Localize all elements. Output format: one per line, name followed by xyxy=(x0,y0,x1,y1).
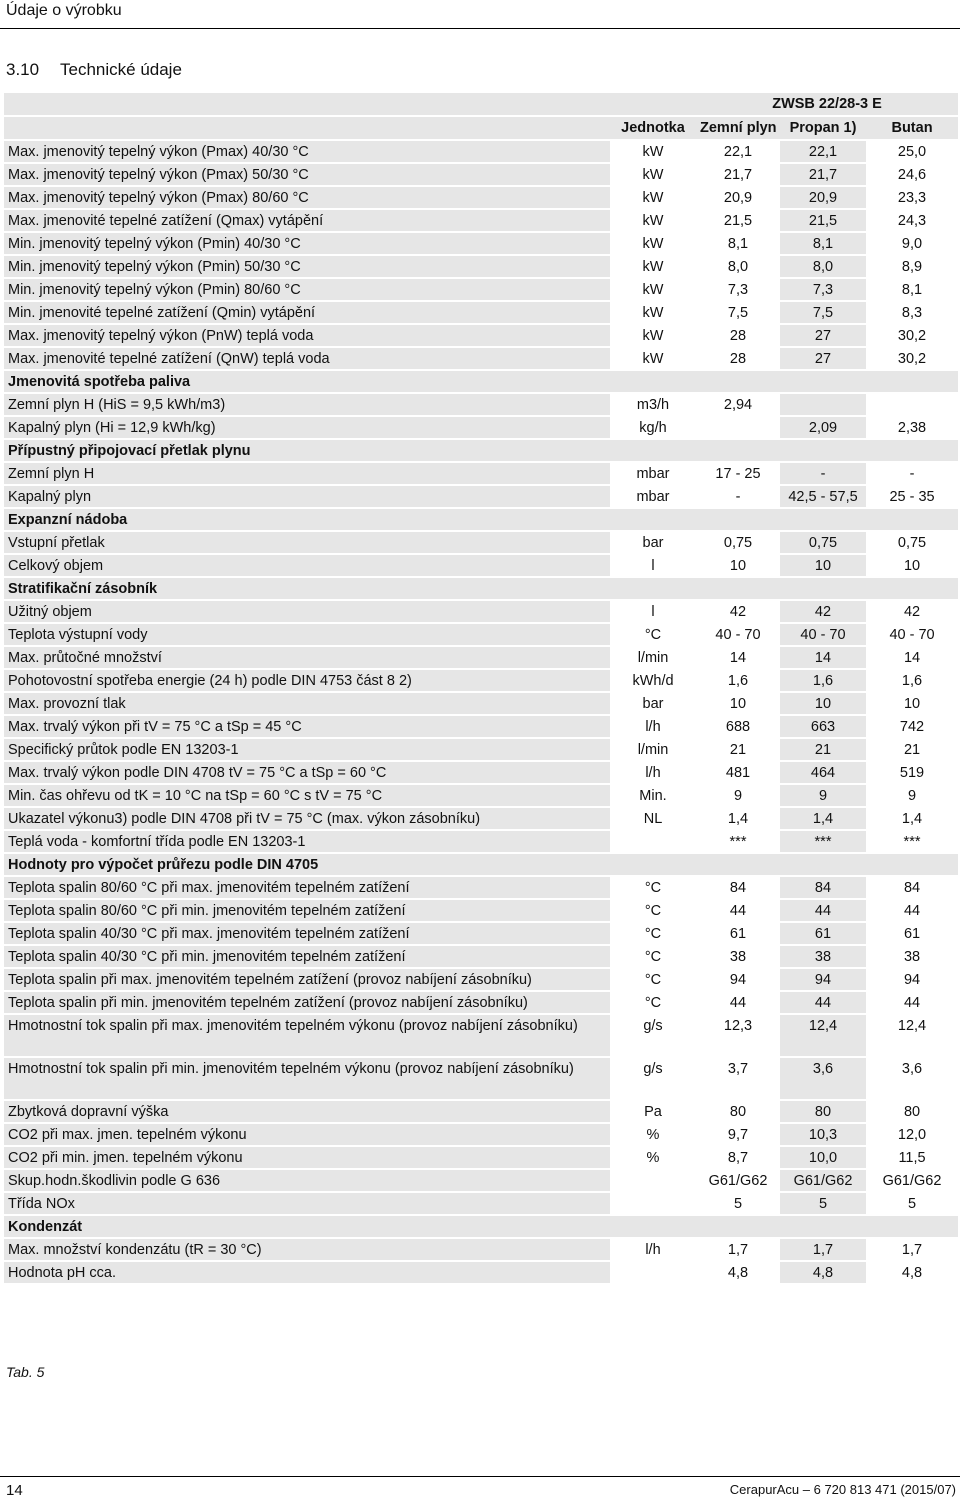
value-propane: 61 xyxy=(780,923,866,944)
value-natural-gas: 481 xyxy=(725,764,751,781)
row-unit: kW xyxy=(642,235,664,252)
table-row xyxy=(4,923,958,944)
value-natural-gas: 688 xyxy=(725,718,751,735)
value-natural-gas: 10 xyxy=(729,695,747,712)
row-label: Teplota spalin při min. jmenovitém tepelném zatížení (provoz nabíjení zásobníku) xyxy=(4,992,610,1013)
table-section-row xyxy=(4,371,958,392)
table-row xyxy=(4,900,958,921)
value-natural-gas: 40 - 70 xyxy=(715,626,761,643)
value-natural-gas: 8,1 xyxy=(727,235,749,252)
section-label: Stratifikační zásobník xyxy=(4,578,958,599)
value-propane: 21,7 xyxy=(780,164,866,185)
value-natural-gas: *** xyxy=(729,833,747,850)
row-label: Min. jmenovitý tepelný výkon (Pmin) 50/30 °C xyxy=(4,256,610,277)
table-row xyxy=(4,348,958,369)
row-label: Max. jmenovitý tepelný výkon (PnW) teplá voda xyxy=(4,325,610,346)
header-divider xyxy=(0,28,960,29)
value-natural-gas: 28 xyxy=(729,327,747,344)
section-label: Přípustný připojovací přetlak plynu xyxy=(4,440,958,461)
column-unit: Jednotka xyxy=(610,117,696,139)
column-propane: Propan 1) xyxy=(780,117,866,139)
row-label: Max. provozní tlak xyxy=(4,693,610,714)
table-row xyxy=(4,1147,958,1168)
row-label: Hmotnostní tok spalin při max. jmenovitém tepelném výkonu (provoz nabíjení zásobníku) xyxy=(4,1015,610,1056)
value-butane: 0,75 xyxy=(897,534,927,551)
row-unit xyxy=(610,831,696,852)
value-propane: 7,3 xyxy=(780,279,866,300)
value-propane: 1,4 xyxy=(780,808,866,829)
model-name: ZWSB 22/28-3 E xyxy=(696,93,958,115)
value-natural-gas: 42 xyxy=(729,603,747,620)
row-label: Zemní plyn H xyxy=(4,463,610,484)
row-label: Max. trvalý výkon při tV = 75 °C a tSp = 45 °C xyxy=(4,716,610,737)
value-butane xyxy=(866,394,958,415)
table-row xyxy=(4,808,958,829)
value-butane: 25 - 35 xyxy=(889,488,935,505)
table-row xyxy=(4,486,958,507)
table-row xyxy=(4,831,958,852)
section-label: Jmenovitá spotřeba paliva xyxy=(4,371,958,392)
value-propane: - xyxy=(780,463,866,484)
value-natural-gas: 21,5 xyxy=(723,212,753,229)
value-natural-gas: 4,8 xyxy=(727,1264,749,1281)
row-unit: °C xyxy=(644,925,662,942)
table-row xyxy=(4,969,958,990)
value-butane: 9,0 xyxy=(901,235,923,252)
row-unit: m3/h xyxy=(636,396,670,413)
value-propane: 0,75 xyxy=(780,532,866,553)
value-propane: 94 xyxy=(780,969,866,990)
value-natural-gas: 17 - 25 xyxy=(715,465,761,482)
value-propane: 2,09 xyxy=(780,417,866,438)
section-label: Kondenzát xyxy=(4,1216,958,1237)
value-butane: 24,3 xyxy=(897,212,927,229)
row-label: Užitný objem xyxy=(4,601,610,622)
value-propane: 12,4 xyxy=(780,1015,866,1056)
row-label: Hodnota pH cca. xyxy=(4,1262,610,1283)
row-label: Zbytková dopravní výška xyxy=(4,1101,610,1122)
value-butane: 1,4 xyxy=(901,810,923,827)
table-row xyxy=(4,739,958,760)
value-propane: 10,3 xyxy=(780,1124,866,1145)
column-natural-gas: Zemní plyn xyxy=(696,117,780,139)
table-row xyxy=(4,164,958,185)
table-row xyxy=(4,141,958,162)
table-header-columns-row xyxy=(4,117,958,139)
value-butane: 8,3 xyxy=(901,304,923,321)
value-butane: 1,7 xyxy=(901,1241,923,1258)
value-natural-gas: 10 xyxy=(729,557,747,574)
value-propane: 663 xyxy=(780,716,866,737)
table-row xyxy=(4,1262,958,1283)
value-propane: 42,5 - 57,5 xyxy=(780,486,866,507)
value-propane: G61/G62 xyxy=(780,1170,866,1191)
row-label: CO2 při min. jmen. tepelném výkonu xyxy=(4,1147,610,1168)
value-butane: 24,6 xyxy=(897,166,927,183)
column-butane: Butan xyxy=(866,117,958,139)
value-natural-gas: 44 xyxy=(729,994,747,1011)
value-butane: 23,3 xyxy=(897,189,927,206)
row-unit xyxy=(610,1170,696,1191)
table-row xyxy=(4,325,958,346)
table-row xyxy=(4,785,958,806)
row-unit: l/h xyxy=(645,1241,661,1258)
row-unit: kW xyxy=(642,281,664,298)
row-label: Vstupní přetlak xyxy=(4,532,610,553)
value-natural-gas: 7,5 xyxy=(727,304,749,321)
row-unit: kW xyxy=(642,304,664,321)
row-unit: mbar xyxy=(636,465,670,482)
table-section-row xyxy=(4,1216,958,1237)
row-label: Teplota spalin 40/30 °C při min. jmenovitém tepelném zatížení xyxy=(4,946,610,967)
value-natural-gas: G61/G62 xyxy=(708,1172,768,1189)
row-unit xyxy=(610,1193,696,1214)
row-unit: kWh/d xyxy=(632,672,674,689)
value-butane: 84 xyxy=(903,879,921,896)
row-unit: bar xyxy=(642,534,664,551)
value-natural-gas: 21 xyxy=(729,741,747,758)
row-label: Max. jmenovitý tepelný výkon (Pmax) 40/30 °C xyxy=(4,141,610,162)
value-natural-gas: 44 xyxy=(729,902,747,919)
value-propane: 44 xyxy=(780,900,866,921)
row-label: Třída NOx xyxy=(4,1193,610,1214)
table-row xyxy=(4,233,958,254)
table-row xyxy=(4,992,958,1013)
value-natural-gas: 12,3 xyxy=(723,1018,753,1034)
table-section-row xyxy=(4,854,958,875)
row-unit xyxy=(610,1262,696,1283)
table-row xyxy=(4,417,958,438)
row-label: Min. jmenovitý tepelný výkon (Pmin) 40/30 °C xyxy=(4,233,610,254)
value-propane: 20,9 xyxy=(780,187,866,208)
table-row xyxy=(4,279,958,300)
table-row xyxy=(4,210,958,231)
row-unit: kW xyxy=(642,327,664,344)
value-butane: 4,8 xyxy=(901,1264,923,1281)
row-unit: kW xyxy=(642,212,664,229)
row-unit: l xyxy=(651,603,655,620)
table-header-model-row xyxy=(4,93,958,115)
row-unit: Min. xyxy=(639,787,667,804)
value-natural-gas: 22,1 xyxy=(723,143,753,160)
table-section-row xyxy=(4,578,958,599)
table-row xyxy=(4,1193,958,1214)
value-propane: 8,1 xyxy=(780,233,866,254)
header-empty-label xyxy=(4,117,610,139)
row-label: Skup.hodn.škodlivin podle G 636 xyxy=(4,1170,610,1191)
value-propane: 42 xyxy=(780,601,866,622)
row-unit: % xyxy=(646,1126,660,1143)
value-butane: 5 xyxy=(907,1195,917,1212)
section-heading: Technické údaje xyxy=(60,60,182,79)
value-butane: 10 xyxy=(903,695,921,712)
value-natural-gas: - xyxy=(735,488,741,505)
value-butane: 11,5 xyxy=(898,1149,926,1166)
section-number: 3.10 xyxy=(6,60,40,79)
value-butane: 44 xyxy=(903,994,921,1011)
footer-divider xyxy=(0,1476,960,1477)
value-butane: 742 xyxy=(899,718,925,735)
value-propane: 21 xyxy=(780,739,866,760)
value-butane: G61/G62 xyxy=(882,1172,942,1189)
value-natural-gas: 94 xyxy=(729,971,747,988)
value-propane: 10,0 xyxy=(780,1147,866,1168)
value-propane: 1,7 xyxy=(780,1239,866,1260)
value-natural-gas: 1,6 xyxy=(727,672,749,689)
row-unit: g/s xyxy=(643,1061,663,1077)
value-butane: 40 - 70 xyxy=(889,626,935,643)
value-butane: 14 xyxy=(903,649,921,666)
row-unit: °C xyxy=(644,902,662,919)
row-unit: °C xyxy=(644,994,662,1011)
value-propane: 84 xyxy=(780,877,866,898)
value-natural-gas xyxy=(696,417,780,438)
table-row xyxy=(4,1124,958,1145)
value-butane: 25,0 xyxy=(897,143,927,160)
table-row xyxy=(4,877,958,898)
value-butane: 61 xyxy=(903,925,921,942)
value-propane: *** xyxy=(780,831,866,852)
value-butane: 3,6 xyxy=(901,1061,923,1077)
value-propane: 22,1 xyxy=(780,141,866,162)
value-butane: 42 xyxy=(903,603,921,620)
row-unit: °C xyxy=(644,971,662,988)
row-label: Max. jmenovité tepelné zatížení (QnW) teplá voda xyxy=(4,348,610,369)
value-butane: 12,0 xyxy=(897,1126,927,1143)
section-label: Hodnoty pro výpočet průřezu podle DIN 4705 xyxy=(4,854,958,875)
table-row xyxy=(4,647,958,668)
table-row xyxy=(4,946,958,967)
row-unit: l/h xyxy=(645,718,661,735)
value-natural-gas: 1,7 xyxy=(727,1241,749,1258)
value-propane: 38 xyxy=(780,946,866,967)
table-section-row xyxy=(4,509,958,530)
row-label: Max. průtočné množství xyxy=(4,647,610,668)
row-label: Celkový objem xyxy=(4,555,610,576)
value-natural-gas: 3,7 xyxy=(727,1061,749,1077)
table-row xyxy=(4,463,958,484)
table-section-row xyxy=(4,440,958,461)
row-unit: l/h xyxy=(645,764,661,781)
table-row xyxy=(4,1170,958,1191)
value-butane: 30,2 xyxy=(897,350,927,367)
table-row xyxy=(4,394,958,415)
value-butane: 44 xyxy=(903,902,921,919)
row-label: Teplota spalin 80/60 °C při min. jmenovitém tepelném zatížení xyxy=(4,900,610,921)
value-natural-gas: 84 xyxy=(729,879,747,896)
header-empty-unit xyxy=(610,93,696,115)
row-label: Pohotovostní spotřeba energie (24 h) podle DIN 4753 část 8 2) xyxy=(4,670,610,691)
value-propane: 5 xyxy=(780,1193,866,1214)
row-unit: g/s xyxy=(643,1018,663,1034)
value-propane: 9 xyxy=(780,785,866,806)
table-row xyxy=(4,1015,958,1056)
row-label: Teplota spalin při max. jmenovitém tepelném zatížení (provoz nabíjení zásobníku) xyxy=(4,969,610,990)
table-row xyxy=(4,1239,958,1260)
row-unit: NL xyxy=(643,810,663,827)
row-unit: Pa xyxy=(644,1103,662,1120)
row-label: Max. jmenovité tepelné zatížení (Qmax) vytápění xyxy=(4,210,610,231)
row-label: Kapalný plyn (Hi = 12,9 kWh/kg) xyxy=(4,417,610,438)
row-unit: °C xyxy=(644,626,662,643)
value-butane: 10 xyxy=(903,557,921,574)
row-unit: kW xyxy=(642,350,664,367)
value-natural-gas: 9,7 xyxy=(727,1126,749,1143)
value-propane: 40 - 70 xyxy=(780,624,866,645)
value-butane: 94 xyxy=(903,971,921,988)
page-number: 14 xyxy=(6,1482,23,1499)
value-natural-gas: 5 xyxy=(733,1195,743,1212)
table-row xyxy=(4,762,958,783)
document-reference: CerapurAcu – 6 720 813 471 (2015/07) xyxy=(729,1482,956,1497)
value-propane: 7,5 xyxy=(780,302,866,323)
table-row xyxy=(4,693,958,714)
value-propane: 4,8 xyxy=(780,1262,866,1283)
value-natural-gas: 9 xyxy=(733,787,743,804)
value-propane: 10 xyxy=(780,693,866,714)
value-natural-gas: 80 xyxy=(729,1103,747,1120)
value-propane: 21,5 xyxy=(780,210,866,231)
row-unit: °C xyxy=(644,879,662,896)
value-natural-gas: 21,7 xyxy=(723,166,753,183)
row-unit: °C xyxy=(644,948,662,965)
row-unit: kW xyxy=(642,166,664,183)
value-propane: 464 xyxy=(780,762,866,783)
value-propane: 27 xyxy=(780,325,866,346)
row-unit: kW xyxy=(642,258,664,275)
row-label: Teplota spalin 80/60 °C při max. jmenovitém tepelném zatížení xyxy=(4,877,610,898)
value-natural-gas: 14 xyxy=(729,649,747,666)
value-butane: *** xyxy=(903,833,921,850)
row-label: Max. jmenovitý tepelný výkon (Pmax) 80/60 °C xyxy=(4,187,610,208)
value-natural-gas: 2,94 xyxy=(723,396,753,413)
value-natural-gas: 8,0 xyxy=(727,258,749,275)
row-unit: l/min xyxy=(637,741,669,758)
value-butane: 9 xyxy=(907,787,917,804)
value-butane: 80 xyxy=(903,1103,921,1120)
row-unit: kW xyxy=(642,143,664,160)
value-propane: 44 xyxy=(780,992,866,1013)
row-unit: bar xyxy=(642,695,664,712)
table-row xyxy=(4,1058,958,1099)
value-natural-gas: 1,4 xyxy=(727,810,749,827)
row-unit: kW xyxy=(642,189,664,206)
value-natural-gas: 7,3 xyxy=(727,281,749,298)
page-header: Údaje o výrobku xyxy=(6,2,122,19)
table-row xyxy=(4,256,958,277)
table-row xyxy=(4,670,958,691)
value-natural-gas: 8,7 xyxy=(727,1149,749,1166)
row-label: Ukazatel výkonu3) podle DIN 4708 při tV = 75 °C (max. výkon zásobníku) xyxy=(4,808,610,829)
row-unit: % xyxy=(646,1149,660,1166)
table-caption: Tab. 5 xyxy=(6,1364,45,1380)
table-row xyxy=(4,532,958,553)
value-propane: 1,6 xyxy=(780,670,866,691)
row-label: Specifický průtok podle EN 13203-1 xyxy=(4,739,610,760)
row-label: Teplota výstupní vody xyxy=(4,624,610,645)
table-row xyxy=(4,1101,958,1122)
table-row xyxy=(4,624,958,645)
header-empty xyxy=(4,93,610,115)
value-butane: 8,9 xyxy=(901,258,923,275)
value-butane: 30,2 xyxy=(897,327,927,344)
row-unit: l xyxy=(651,557,655,574)
row-label: Max. jmenovitý tepelný výkon (Pmax) 50/30 °C xyxy=(4,164,610,185)
technical-data-table xyxy=(4,91,958,1285)
value-natural-gas: 61 xyxy=(729,925,747,942)
value-butane: 38 xyxy=(903,948,921,965)
value-butane: 8,1 xyxy=(901,281,923,298)
row-label: Hmotnostní tok spalin při min. jmenovitém tepelném výkonu (provoz nabíjení zásobníku) xyxy=(4,1058,610,1099)
value-butane: 12,4 xyxy=(897,1018,927,1034)
value-butane: 519 xyxy=(899,764,925,781)
value-propane: 80 xyxy=(780,1101,866,1122)
table-row xyxy=(4,716,958,737)
value-butane: 21 xyxy=(903,741,921,758)
value-propane: 8,0 xyxy=(780,256,866,277)
section-label: Expanzní nádoba xyxy=(4,509,958,530)
row-label: CO2 při max. jmen. tepelném výkonu xyxy=(4,1124,610,1145)
row-unit: mbar xyxy=(636,488,670,505)
row-label: Max. trvalý výkon podle DIN 4708 tV = 75 °C a tSp = 60 °C xyxy=(4,762,610,783)
row-label: Kapalný plyn xyxy=(4,486,610,507)
value-natural-gas: 20,9 xyxy=(723,189,753,206)
value-butane: 1,6 xyxy=(901,672,923,689)
table-row xyxy=(4,555,958,576)
row-label: Teplota spalin 40/30 °C při max. jmenovitém tepelném zatížení xyxy=(4,923,610,944)
value-butane: - xyxy=(909,465,915,482)
row-label: Max. množství kondenzátu (tR = 30 °C) xyxy=(4,1239,610,1260)
section-title xyxy=(6,60,182,80)
value-propane: 10 xyxy=(780,555,866,576)
table-row xyxy=(4,601,958,622)
value-propane: 14 xyxy=(780,647,866,668)
value-natural-gas: 0,75 xyxy=(723,534,753,551)
row-unit: l/min xyxy=(637,649,669,666)
row-label: Teplá voda - komfortní třída podle EN 13203-1 xyxy=(4,831,610,852)
value-propane: 27 xyxy=(780,348,866,369)
row-label: Zemní plyn H (HiS = 9,5 kWh/m3) xyxy=(4,394,610,415)
value-propane: 3,6 xyxy=(780,1058,866,1099)
value-butane: 2,38 xyxy=(897,419,927,436)
table-row xyxy=(4,302,958,323)
table-row xyxy=(4,187,958,208)
value-propane xyxy=(780,394,866,415)
value-natural-gas: 38 xyxy=(729,948,747,965)
row-label: Min. čas ohřevu od tK = 10 °C na tSp = 60 °C s tV = 75 °C xyxy=(4,785,610,806)
row-unit: kg/h xyxy=(639,419,667,436)
value-natural-gas: 28 xyxy=(729,350,747,367)
row-label: Min. jmenovitý tepelný výkon (Pmin) 80/60 °C xyxy=(4,279,610,300)
row-label: Min. jmenovité tepelné zatížení (Qmin) vytápění xyxy=(4,302,610,323)
